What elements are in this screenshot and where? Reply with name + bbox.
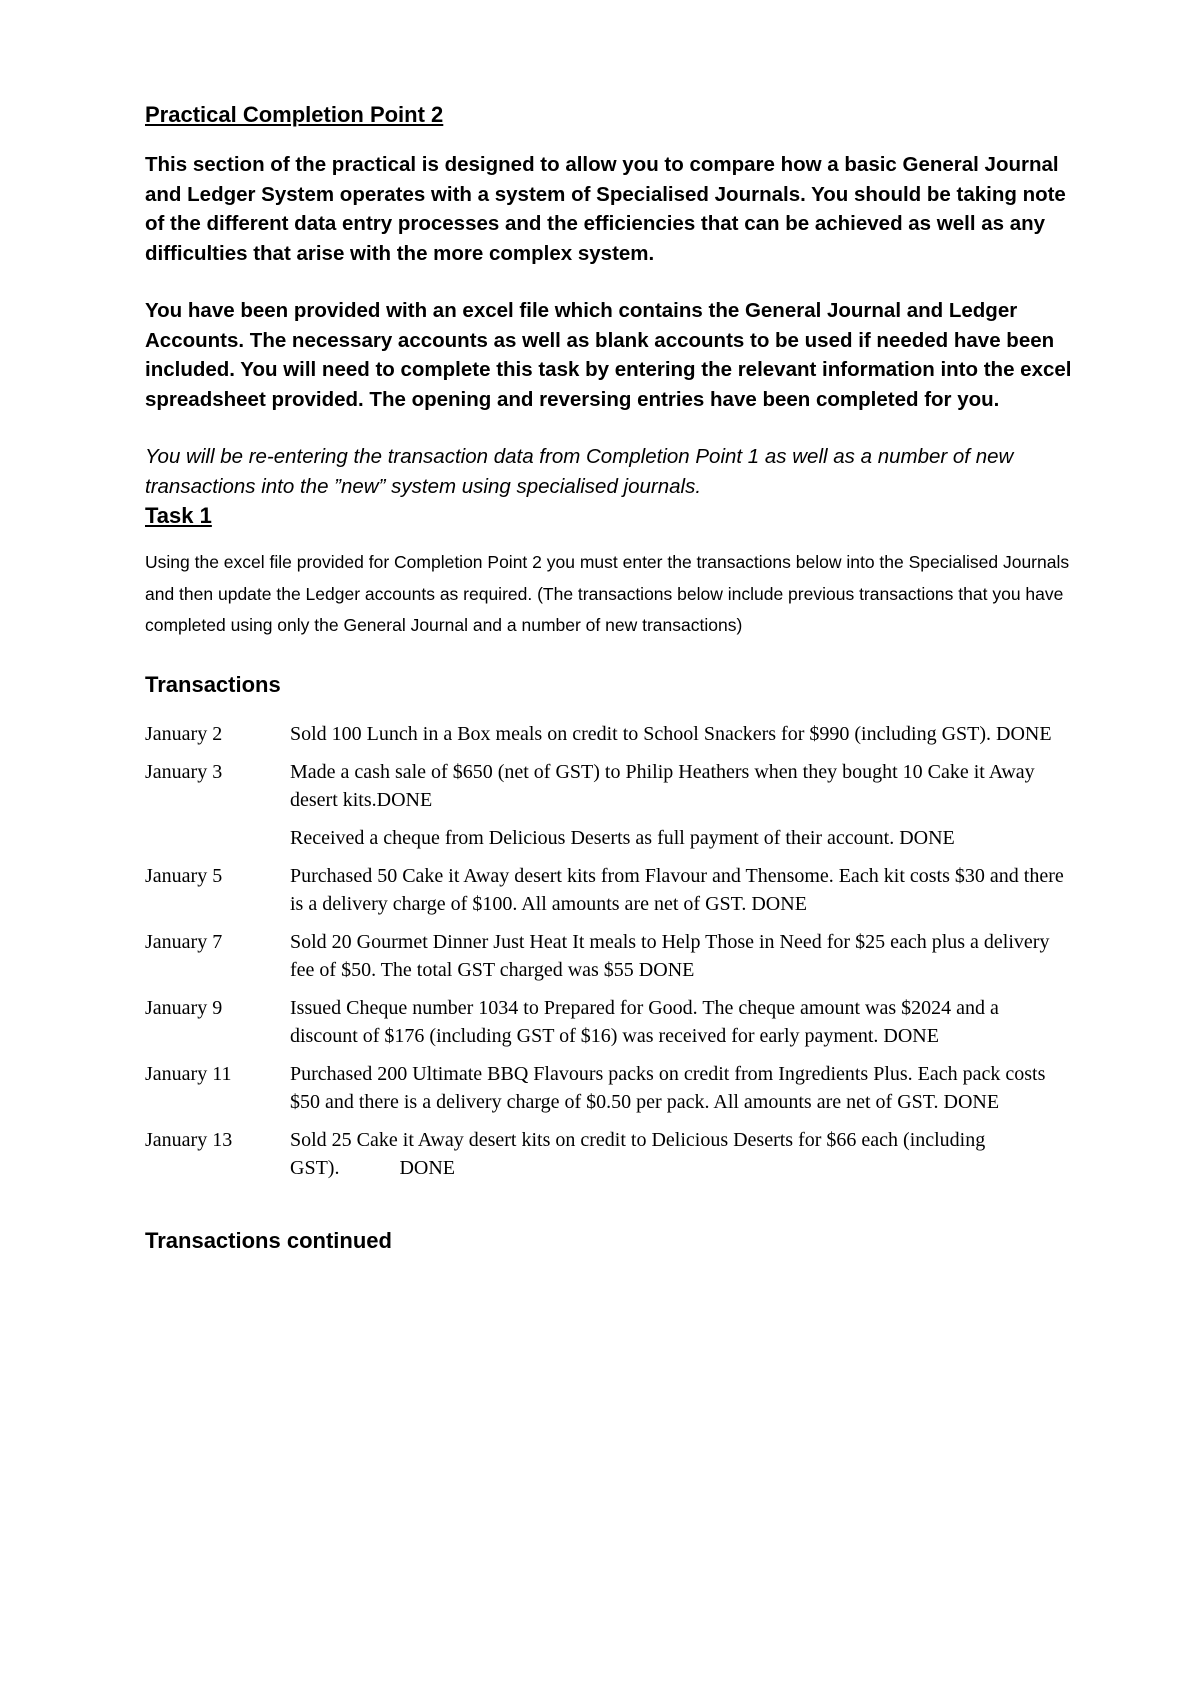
transaction-row — [145, 824, 1075, 852]
transaction-description: Purchased 50 Cake it Away desert kits from Flavour and Thensome. Each kit costs $30 and there is a delivery charge of $100. All amounts are net of GST. DONE — [290, 864, 1064, 915]
italic-note: You will be re-entering the transaction data from Completion Point 1 as well as a number of new transactions into the ”new” system using specialised journals. — [145, 445, 1014, 498]
transaction-description: Received a cheque from Delicious Deserts as full payment of their account. DONE — [290, 826, 955, 849]
transaction-date: January 3 — [145, 760, 223, 783]
transaction-row — [145, 1060, 1075, 1116]
transaction-date: January 9 — [145, 996, 223, 1019]
transaction-date: January 13 — [145, 1128, 233, 1151]
transaction-row — [145, 1126, 1075, 1182]
transaction-row — [145, 994, 1075, 1050]
transaction-row — [145, 862, 1075, 918]
transactions-heading: Transactions — [145, 671, 281, 697]
transaction-description: Made a cash sale of $650 (net of GST) to Philip Heathers when they bought 10 Cake it Away desert kits.DONE — [290, 760, 1035, 811]
transactions-list — [145, 720, 1075, 1182]
transaction-date: January 2 — [145, 722, 223, 745]
transaction-date — [145, 824, 290, 852]
transaction-row — [145, 928, 1075, 984]
document-page — [145, 100, 1075, 1276]
transactions-continued-heading: Transactions continued — [145, 1227, 392, 1253]
transaction-date: January 7 — [145, 930, 223, 953]
intro-paragraph-1: This section of the practical is designed to allow you to compare how a basic General Journal and Ledger System operates with a system of Specialised Journals. You should be taking note of the different data entry processes and the efficiencies that can be achieved as well as any difficulties that arise with the more complex system. — [145, 153, 1066, 265]
intro-paragraph-2: You have been provided with an excel file which contains the General Journal and Ledger Accounts. The necessary accounts as well as blank accounts to be used if needed have been included. You will need to complete this task by entering the relevant information into the excel spreadsheet provided. The opening and reversing entries have been completed for you. — [145, 299, 1072, 411]
task-body: Using the excel file provided for Completion Point 2 you must enter the transactions below into the Specialised Journals and then update the Ledger accounts as required. (The transactions below include previous transactions that you have completed using only the General Journal and a number of new transactions) — [145, 552, 1070, 635]
transaction-row — [145, 758, 1075, 814]
transaction-description: Issued Cheque number 1034 to Prepared for Good. The cheque amount was $2024 and a discount of $176 (including GST of $16) was received for early payment. DONE — [290, 996, 999, 1047]
transaction-description: Sold 100 Lunch in a Box meals on credit to School Snackers for $990 (including GST). DONE — [290, 722, 1052, 745]
document-title: Practical Completion Point 2 — [145, 102, 444, 127]
task-heading: Task 1 — [145, 503, 212, 528]
transaction-description: Sold 20 Gourmet Dinner Just Heat It meals to Help Those in Need for $25 each plus a delivery fee of $50. The total GST charged was $55 DONE — [290, 930, 1050, 981]
transaction-description: Sold 25 Cake it Away desert kits on credit to Delicious Deserts for $66 each (including GST). DONE — [290, 1128, 986, 1179]
transaction-row — [145, 720, 1075, 748]
transaction-description: Purchased 200 Ultimate BBQ Flavours packs on credit from Ingredients Plus. Each pack costs $50 and there is a delivery charge of $0.50 per pack. All amounts are net of GST. DONE — [290, 1062, 1046, 1113]
transaction-date: January 5 — [145, 864, 223, 887]
transaction-date: January 11 — [145, 1062, 232, 1085]
